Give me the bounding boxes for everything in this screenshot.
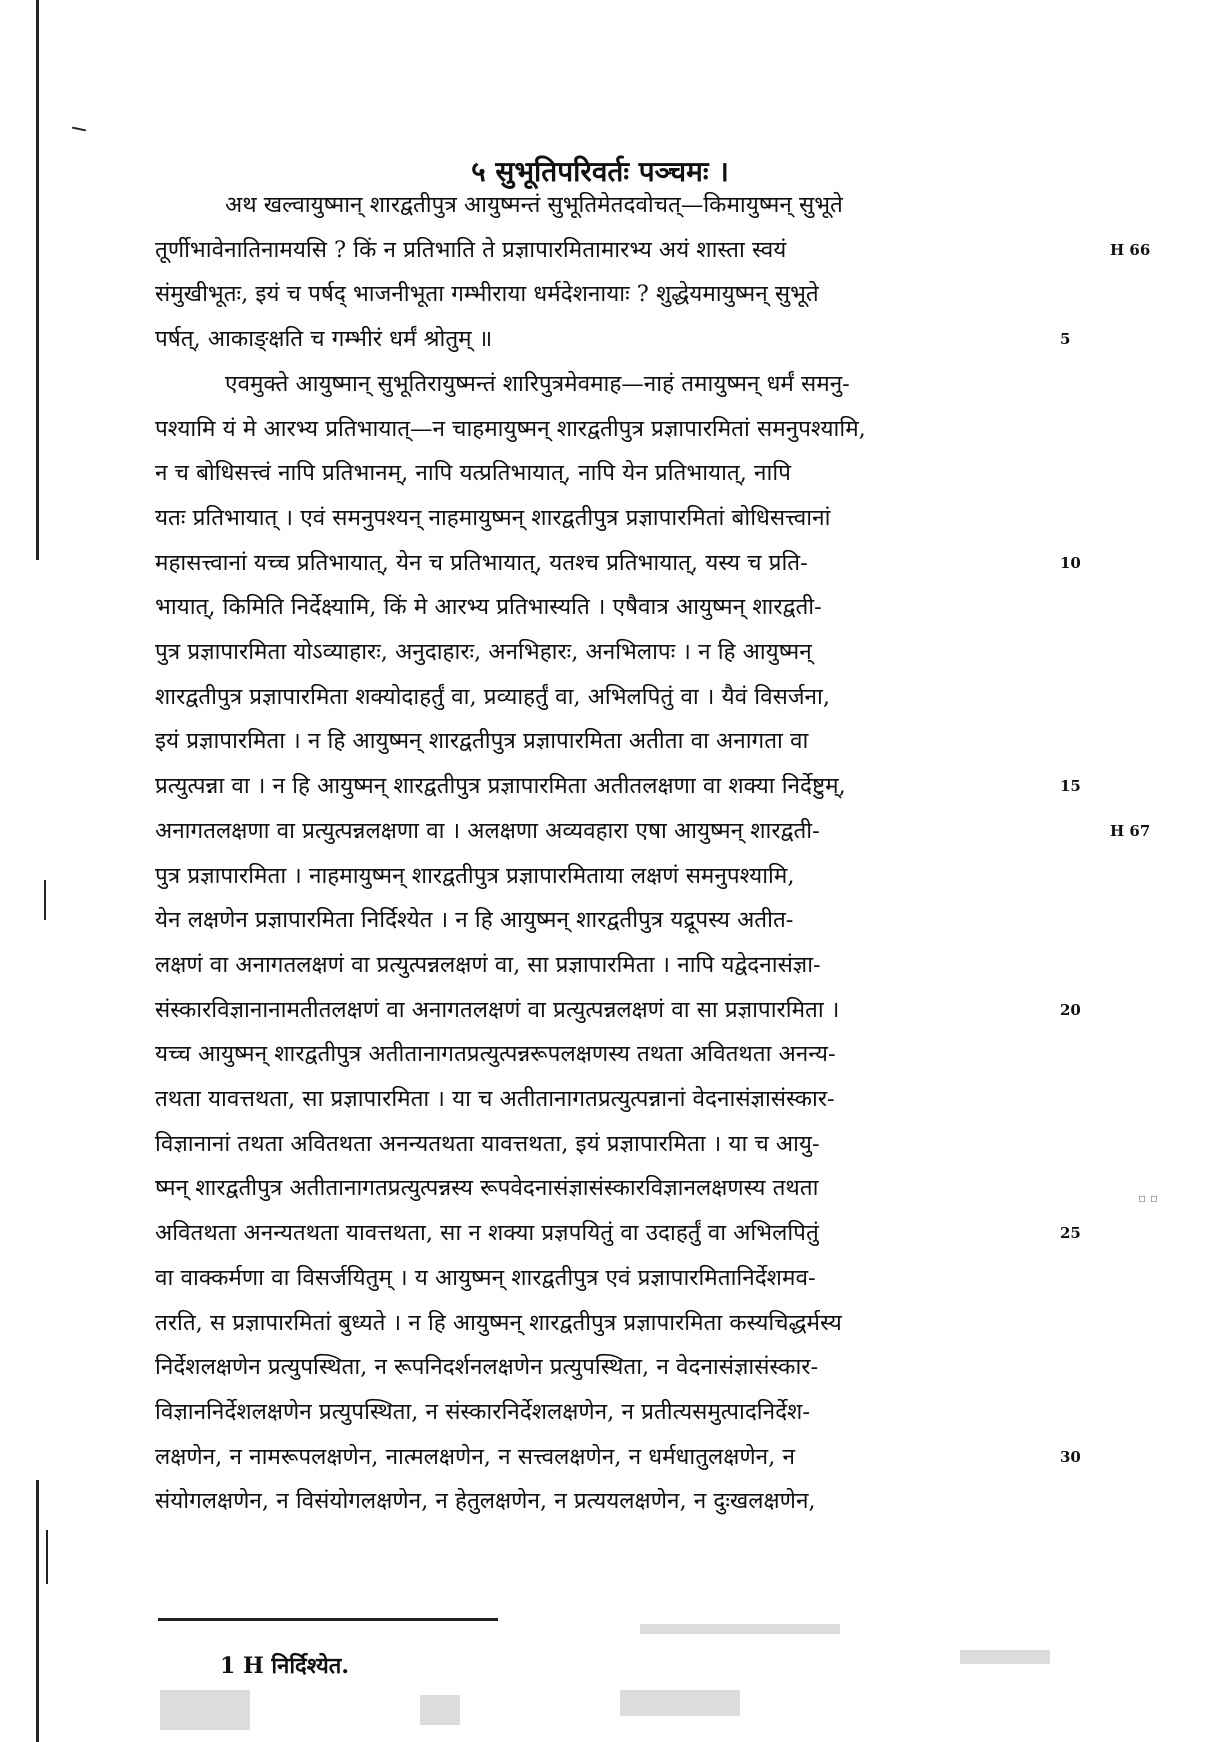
text-line: प्रत्युत्पन्ना वा । न हि आयुष्मन् शारद्वतीपुत्र प्रज्ञापारमिता अतीतलक्षणा वा शक्या निर्देष्टुम्, [155, 773, 846, 799]
text-line: लक्षणेन, न नामरूपलक्षणेन, नात्मलक्षणेन, न सत्त्वलक्षणेन, न धर्मधातुलक्षणेन, न [155, 1444, 795, 1470]
scan-artifact: ▫ ▫ [1138, 1191, 1159, 1205]
text-line: भायात्, किमिति निर्देक्ष्यामि, किं मे आरभ्य प्रतिभास्यति । एषैवात्र आयुष्मन् शारद्वती- [155, 594, 822, 620]
text-line: विज्ञानानां तथता अवितथता अनन्यतथता यावत्तथता, इयं प्रज्ञापारमिता । या च आयु- [155, 1131, 820, 1157]
scan-edge-mark [72, 127, 86, 132]
line-number: 15 [1060, 777, 1081, 795]
line-number: 30 [1060, 1448, 1081, 1466]
scan-noise [420, 1695, 460, 1725]
scan-noise [640, 1624, 840, 1634]
scan-edge-mark [46, 1530, 48, 1584]
text-line: अवितथता अनन्यतथता यावत्तथता, सा न शक्या प्रज्ञपयितुं वा उदाहर्तुं वा अभिलपितुं [155, 1220, 819, 1246]
text-line: संमुखीभूतः, इयं च पर्षद् भाजनीभूता गम्भीराया धर्मदेशनायाः ? शुद्धेयमायुष्मन् सुभूते [155, 281, 819, 307]
text-line: शारद्वतीपुत्र प्रज्ञापारमिता शक्योदाहर्तुं वा, प्रव्याहर्तुं वा, अभिलपितुं वा । यैवं विसर्जना, [155, 684, 830, 710]
text-line: तूर्णीभावेनातिनामयसि ? किं न प्रतिभाति ते प्रज्ञापारमितामारभ्य अयं शास्ता स्वयं [155, 237, 787, 263]
text-line: संयोगलक्षणेन, न विसंयोगलक्षणेन, न हेतुलक्षणेन, न प्रत्ययलक्षणेन, न दुःखलक्षणेन, [155, 1488, 816, 1514]
text-line: लक्षणं वा अनागतलक्षणं वा प्रत्युत्पन्नलक्षणं वा, सा प्रज्ञापारमिता । नापि यद्वेदनासंज्ञा- [155, 952, 821, 978]
text-line: महासत्त्वानां यच्च प्रतिभायात्, येन च प्रतिभायात्, यतश्च प्रतिभायात्, यस्य च प्रति- [155, 550, 808, 576]
scan-noise [160, 1690, 250, 1730]
scan-edge-mark [44, 880, 46, 920]
text-line: ष्मन् शारद्वतीपुत्र अतीतानागतप्रत्युत्पन्नस्य रूपवेदनासंज्ञासंस्कारविज्ञानलक्षणस्य तथता [155, 1175, 819, 1201]
line-number: 25 [1060, 1224, 1081, 1242]
text-line: तथता यावत्तथता, सा प्रज्ञापारमिता । या च अतीतानागतप्रत्युत्पन्नानां वेदनासंज्ञासंस्कार- [155, 1086, 835, 1112]
text-line: इयं प्रज्ञापारमिता । न हि आयुष्मन् शारद्वतीपुत्र प्रज्ञापारमिता अतीता वा अनागता वा [155, 728, 809, 754]
text-line: न च बोधिसत्त्वं नापि प्रतिभानम्, नापि यत्प्रतिभायात्, नापि येन प्रतिभायात्, नापि [155, 460, 791, 486]
text-line: यतः प्रतिभायात् । एवं समनुपश्यन् नाहमायुष्मन् शारद्वतीपुत्र प्रज्ञापारमितां बोधिसत्त्वानां [155, 505, 831, 531]
text-line: येन लक्षणेन प्रज्ञापारमिता निर्दिश्येत । न हि आयुष्मन् शारद्वतीपुत्र यद्रूपस्य अतीत- [155, 907, 794, 933]
text-line: पर्षत्, आकाङ्क्षति च गम्भीरं धर्मं श्रोतुम् ॥ [155, 326, 493, 352]
text-line: तरति, स प्रज्ञापारमितां बुध्यते । न हि आयुष्मन् शारद्वतीपुत्र प्रज्ञापारमिता कस्यचिद्धर्मस्य [155, 1310, 842, 1336]
text-line: संस्कारविज्ञानानामतीतलक्षणं वा अनागतलक्षणं वा प्रत्युत्पन्नलक्षणं वा सा प्रज्ञापारमिता । [155, 997, 840, 1023]
text-line: विज्ञाननिर्देशलक्षणेन प्रत्युपस्थिता, न संस्कारनिर्देशलक्षणेन, न प्रतीत्यसमुत्पादनिर्देश- [155, 1399, 810, 1425]
text-line: वा वाक्कर्मणा वा विसर्जयितुम् । य आयुष्मन् शारद्वतीपुत्र एवं प्रज्ञापारमितानिर्देशमव- [155, 1265, 816, 1291]
manuscript-page-ref: H 66 [1110, 241, 1151, 259]
scan-noise [620, 1690, 740, 1716]
scan-noise [960, 1650, 1050, 1664]
text-line: पश्यामि यं मे आरभ्य प्रतिभायात्—न चाहमायुष्मन् शारद्वतीपुत्र प्रज्ञापारमितां समनुपश्यामि, [155, 416, 866, 442]
text-line: एवमुक्ते आयुष्मान् सुभूतिरायुष्मन्तं शारिपुत्रमेवमाह—नाहं तमायुष्मन् धर्मं समनु- [225, 371, 850, 397]
page-title: ५ सुभूतिपरिवर्तः पञ्चमः । [471, 155, 729, 188]
scan-edge-line [36, 1480, 39, 1742]
text-line: यच्च आयुष्मन् शारद्वतीपुत्र अतीतानागतप्रत्युत्पन्नरूपलक्षणस्य तथता अवितथता अनन्य- [155, 1041, 836, 1067]
text-line: पुत्र प्रज्ञापारमिता योऽव्याहारः, अनुदाहारः, अनभिहारः, अनभिलापः । न हि आयुष्मन् [155, 639, 812, 665]
text-line: पुत्र प्रज्ञापारमिता । नाहमायुष्मन् शारद्वतीपुत्र प्रज्ञापारमिताया लक्षणं समनुपश्यामि, [155, 863, 795, 889]
text-line: अनागतलक्षणा वा प्रत्युत्पन्नलक्षणा वा । अलक्षणा अव्यवहारा एषा आयुष्मन् शारद्वती- [155, 818, 820, 844]
line-number: 20 [1060, 1001, 1081, 1019]
footnote-rule [158, 1618, 498, 1621]
text-line: अथ खल्वायुष्मान् शारद्वतीपुत्र आयुष्मन्तं सुभूतिमेतदवोचत्—किमायुष्मन् सुभूते [225, 192, 843, 218]
line-number: 5 [1060, 330, 1071, 348]
text-line: निर्देशलक्षणेन प्रत्युपस्थिता, न रूपनिदर्शनलक्षणेन प्रत्युपस्थिता, न वेदनासंज्ञासंस्कार- [155, 1354, 819, 1380]
line-number: 10 [1060, 554, 1081, 572]
scan-edge-line [36, 0, 39, 560]
footnote: 1 H निर्दिश्येत. [220, 1653, 350, 1679]
manuscript-page-ref: H 67 [1110, 822, 1151, 840]
